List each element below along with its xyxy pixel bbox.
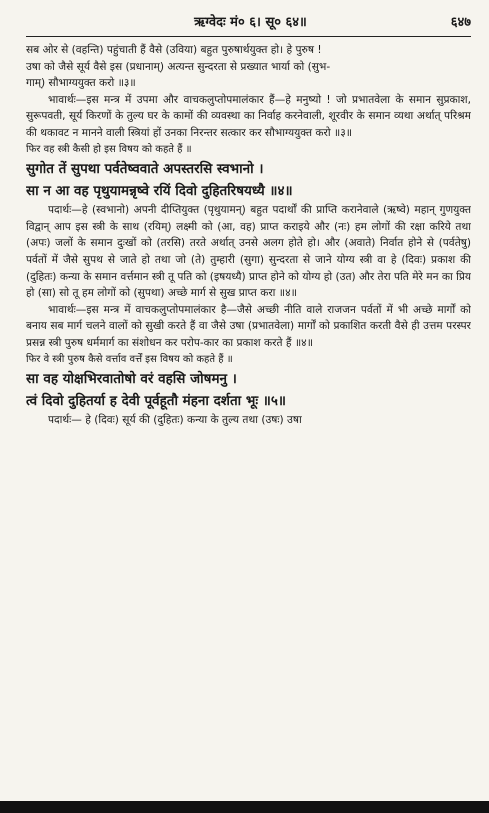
mantra-line: सा वह योक्षभिरवातोषो वरं वहसि जोषमनु । <box>26 371 237 388</box>
mantra-line: सा न आ वह पृथुयामन्नृष्वे रयिं दिवो दुहितरिषयध्यै ॥४॥ <box>26 183 293 200</box>
header-title: ऋग्वेदः मं० ६। सू० ६४॥ <box>194 15 307 30</box>
text-line: सब ओर से (वहन्ति) पहुंचाती हैं वैसे (उविया) बहुत पुरुषार्थयुक्त हो। हे पुरुष ! <box>26 44 322 56</box>
bhavartha-paragraph: भावार्थः—इस मन्त्र में उपमा और वाचकलुप्तोपमालंकार हैं—हे मनुष्यो ! जो प्रभातवेला के समान सुप्रकाश, सुरूपवती, सूर्य किरणों के तुल्य घर के कामों की व्यवस्था का निर्वाह करनेवाली, शूरवीर के समान व्यथा अर्थात् परिश्रम की थकावट न मानने वाली स्त्रियां हों उनका निरन्तर सत्कार कर सौभाग्ययुक्त करो ॥३॥ <box>26 93 471 139</box>
mantra-line: त्वं दिवो दुहितर्या ह देवी पूर्वहूतौ मंहना दर्शता भूः ॥५॥ <box>26 393 286 410</box>
text-line: उषा को जैसे सूर्य वैसे इस (प्रधानाम्) अत्यन्त सुन्दरता से प्रख्यात भार्या को (सुभ- <box>26 60 331 73</box>
padartha-paragraph: पदार्थः— हे (दिवः) सूर्य की (दुहितः) कन्या के तुल्य तथा (उषः) उषा <box>48 414 302 427</box>
header-rule <box>26 36 471 37</box>
question-line: फिर वह स्त्री कैसी हो इस विषय को कहते हैं ॥ <box>26 143 192 155</box>
padartha-paragraph: पदार्थः—हे (स्वभानो) अपनी दीप्तियुक्त (पृथुयामन्) बहुत पदार्थों की प्राप्ति करानेवाले (ऋष्वे) महान् गुणयुक्त विद्वान् आप इस स्त्री के साथ (रयिम्) लक्ष्मी को (आ, वह) प्राप्त कराइये और (नः) हम लोगों की रक्षा करिये तथा (अपः) जलों के समान दुःखों को (तरसि) तरते अर्थात् उनसे अलग होते हो। और (अवाते) निर्वात होने से (पर्वतेषु) पर्वतों में जैसे सुपथ से जाते हो तथा जो (ते) तुम्हारी (सुगा) सुन्दरता से जाने योग्य स्त्री वा हे (दिवः) प्रकाश की (दुहितः) कन्या के समान वर्त्तमान स्त्री तू पति को (इषयध्यै) प्राप्त होने को योग्य हो (उत) और तेरा पति मेरे मन का प्रिय हो (सा) सो तू हम लोगों को (सुपथा) अच्छे मार्ग से सुख प्राप्त करा ॥४॥ <box>26 204 471 300</box>
page-number: ६४७ <box>450 15 471 30</box>
text-line: गाम्) सौभाग्ययुक्त करो ॥३॥ <box>26 77 136 90</box>
question-line: फिर वे स्त्री पुरुष कैसे वर्त्ताव वर्त्तें इस विषय को कहते हैं ॥ <box>26 353 233 365</box>
running-header <box>30 12 471 34</box>
bhavartha-paragraph: भावार्थः—इस मन्त्र में वाचकलुप्तोपमालंकार है—जैसे अच्छी नीति वाले राजजन पर्वतों में भी अच्छे मार्गों को बनाय सब मार्ग चलने वालों को सुखी करते हैं वा जैसे उषा (प्रभातवेला) मार्गों को प्रकाशित करती वैसे ही उत्तम परस्पर प्रसन्न स्त्री पुरुष धर्ममार्ग का संशोधन कर परोप-कार का प्रकाश करते हैं ॥४॥ <box>26 303 471 349</box>
page-content <box>26 42 471 797</box>
scan-edge <box>0 801 489 813</box>
mantra-line: सुगोत तें सुपथा पर्वतेष्ववाते अपस्तरसि स्वभानो । <box>26 161 264 178</box>
